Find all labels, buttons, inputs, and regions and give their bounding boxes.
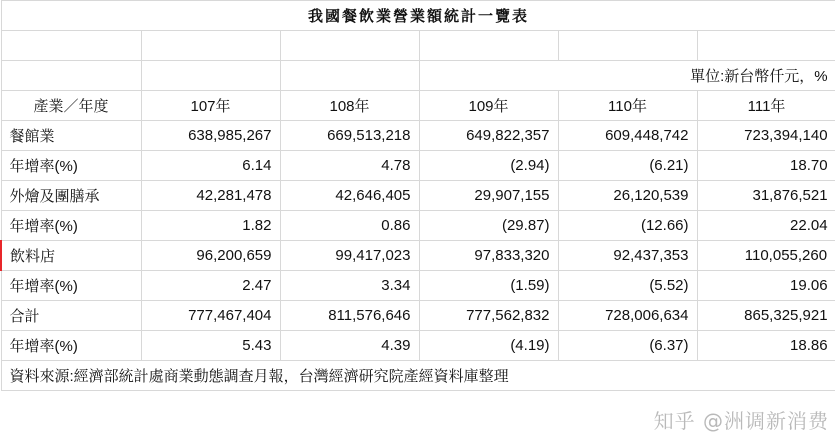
table-row (1, 151, 835, 181)
cell-value: 865,325,921 (697, 301, 835, 331)
cell-value: 18.70 (697, 151, 835, 181)
spacer-cell (141, 31, 280, 61)
cell-value: 22.04 (697, 211, 835, 241)
cell-value: (6.21) (558, 151, 697, 181)
source-note: 資料來源:經濟部統計處商業動態調查月報，台灣經濟研究院產經資料庫整理 (1, 361, 835, 391)
unit-spacer-cell (280, 61, 419, 91)
column-header-industry-year: 產業／年度 (1, 91, 141, 121)
spacer-cell (697, 31, 835, 61)
table-row-highlighted (1, 241, 835, 271)
unit-note: 單位:新台幣仟元，% (419, 61, 835, 91)
spacer-cell (1, 31, 141, 61)
cell-value: (29.87) (419, 211, 558, 241)
cell-value: 42,281,478 (141, 181, 280, 211)
table-row (1, 331, 835, 361)
row-label: 年增率(%) (1, 331, 141, 361)
cell-value: 6.14 (141, 151, 280, 181)
cell-value: 1.82 (141, 211, 280, 241)
cell-value: 42,646,405 (280, 181, 419, 211)
cell-value: 638,985,267 (141, 121, 280, 151)
cell-value: 669,513,218 (280, 121, 419, 151)
cell-value: (2.94) (419, 151, 558, 181)
table-row (1, 211, 835, 241)
cell-value: 728,006,634 (558, 301, 697, 331)
table-row (1, 121, 835, 151)
cell-value: (4.19) (419, 331, 558, 361)
table-row (1, 301, 835, 331)
cell-value: 2.47 (141, 271, 280, 301)
spacer-cell (419, 31, 558, 61)
cell-value: 4.78 (280, 151, 419, 181)
cell-value: 777,562,832 (419, 301, 558, 331)
cell-value: 723,394,140 (697, 121, 835, 151)
spacer-row (1, 31, 835, 61)
column-header-year-111: 111年 (697, 91, 835, 121)
table-row (1, 271, 835, 301)
cell-value: (6.37) (558, 331, 697, 361)
cell-value: 19.06 (697, 271, 835, 301)
row-label: 外燴及團膳承 (1, 181, 141, 211)
table-header-row (1, 91, 835, 121)
cell-value: 0.86 (280, 211, 419, 241)
cell-value: 96,200,659 (141, 241, 280, 271)
cell-value: 811,576,646 (280, 301, 419, 331)
title-row (1, 1, 835, 31)
unit-spacer-cell (141, 61, 280, 91)
row-label: 年增率(%) (1, 211, 141, 241)
spacer-cell (558, 31, 697, 61)
cell-value: 99,417,023 (280, 241, 419, 271)
row-label: 年增率(%) (1, 271, 141, 301)
cell-value: 649,822,357 (419, 121, 558, 151)
source-row (1, 361, 835, 391)
cell-value: 3.34 (280, 271, 419, 301)
cell-value: (5.52) (558, 271, 697, 301)
cell-value: 18.86 (697, 331, 835, 361)
column-header-year-110: 110年 (558, 91, 697, 121)
cell-value: 31,876,521 (697, 181, 835, 211)
cell-value: 4.39 (280, 331, 419, 361)
table-body (1, 1, 835, 391)
page-title: 我國餐飲業營業額統計一覽表 (1, 1, 835, 31)
cell-value: 97,833,320 (419, 241, 558, 271)
cell-value: 26,120,539 (558, 181, 697, 211)
column-header-year-108: 108年 (280, 91, 419, 121)
row-label: 合計 (1, 301, 141, 331)
cell-value: 110,055,260 (697, 241, 835, 271)
cell-value: (12.66) (558, 211, 697, 241)
row-label: 飲料店 (1, 241, 141, 271)
unit-spacer-cell (1, 61, 141, 91)
row-label: 年增率(%) (1, 151, 141, 181)
unit-row (1, 61, 835, 91)
table-row (1, 181, 835, 211)
cell-value: 29,907,155 (419, 181, 558, 211)
cell-value: 92,437,353 (558, 241, 697, 271)
column-header-year-109: 109年 (419, 91, 558, 121)
cell-value: (1.59) (419, 271, 558, 301)
row-label: 餐館業 (1, 121, 141, 151)
cell-value: 609,448,742 (558, 121, 697, 151)
cell-value: 5.43 (141, 331, 280, 361)
cell-value: 777,467,404 (141, 301, 280, 331)
spacer-cell (280, 31, 419, 61)
watermark: 知乎 @洲调新消费 (653, 409, 829, 433)
column-header-year-107: 107年 (141, 91, 280, 121)
